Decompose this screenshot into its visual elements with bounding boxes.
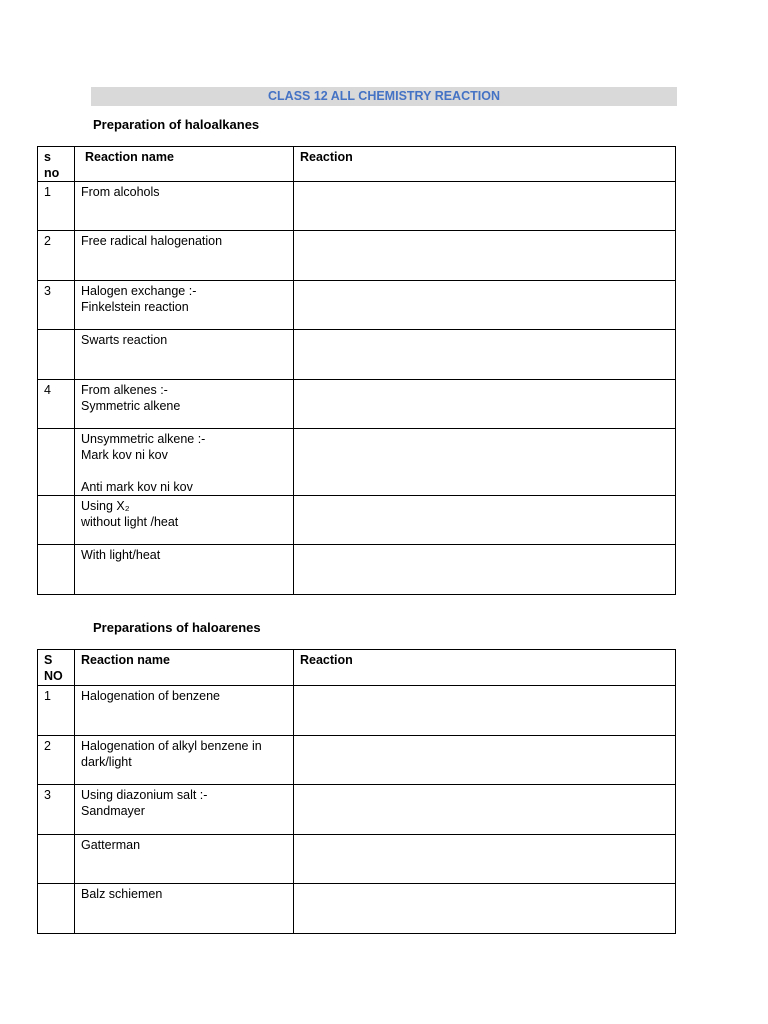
reaction-name-text: Halogen exchange :-: [81, 284, 197, 298]
sno-cell: 2: [38, 231, 75, 281]
haloalkanes-heading: Preparation of haloalkanes: [93, 117, 260, 132]
table-row: [38, 496, 676, 545]
reaction-name-text: Mark kov ni kov: [81, 448, 168, 462]
reaction-name-cell: [75, 231, 294, 281]
reaction-name-text: Halogenation of benzene: [81, 689, 221, 703]
reaction-name-text: Halogenation of alkyl benzene in: [81, 739, 262, 753]
sno-cell: 4: [38, 380, 75, 429]
reaction-name-text: From alkenes :-: [81, 383, 168, 397]
sno-header-line2: NO: [44, 669, 63, 683]
reaction-name-cell: [75, 545, 294, 595]
sno-header-line1: s: [44, 150, 51, 164]
reaction-name-text: Balz schiemen: [81, 887, 163, 901]
reaction-cell[interactable]: [294, 231, 676, 281]
sno-cell: [38, 835, 75, 884]
table-row: [38, 281, 676, 330]
sno-header: [38, 147, 75, 182]
table-row: [38, 545, 676, 595]
reaction-cell[interactable]: [294, 281, 676, 330]
table-row: [38, 182, 676, 231]
table-row: [38, 785, 676, 835]
reaction-name-cell: [75, 281, 294, 330]
document-title: CLASS 12 ALL CHEMISTRY REACTION: [91, 87, 677, 106]
reaction-cell[interactable]: [294, 686, 676, 736]
table-row: [38, 736, 676, 785]
sno-cell: [38, 330, 75, 380]
reaction-name-cell: [75, 429, 294, 496]
table-header-row: [38, 650, 676, 686]
reaction-name-cell: [75, 835, 294, 884]
table-row: [38, 429, 676, 496]
reaction-name-cell: [75, 496, 294, 545]
reaction-name-cell: [75, 884, 294, 934]
table-row: [38, 231, 676, 281]
reaction-name-header: Reaction name: [75, 147, 294, 182]
haloalkanes-table: [37, 146, 676, 595]
reaction-name-text: Using diazonium salt :-: [81, 788, 208, 802]
table-row: [38, 380, 676, 429]
reaction-cell[interactable]: [294, 330, 676, 380]
sno-cell: 3: [38, 281, 75, 330]
sno-cell: 3: [38, 785, 75, 835]
sno-cell: [38, 545, 75, 595]
reaction-cell[interactable]: [294, 545, 676, 595]
line-spacer: [81, 463, 293, 479]
table-row: [38, 330, 676, 380]
sno-cell: [38, 429, 75, 496]
reaction-header: Reaction: [294, 650, 676, 686]
reaction-name-cell: [75, 785, 294, 835]
sno-cell: [38, 884, 75, 934]
haloarenes-table: [37, 649, 676, 934]
reaction-cell[interactable]: [294, 736, 676, 785]
reaction-name-text: Gatterman: [81, 838, 141, 852]
reaction-name-text: Swarts reaction: [81, 333, 168, 347]
reaction-cell[interactable]: [294, 380, 676, 429]
sno-header: [38, 650, 75, 686]
sno-cell: 1: [38, 686, 75, 736]
sno-header-line2: no: [44, 166, 60, 180]
reaction-name-cell: [75, 380, 294, 429]
reaction-name-text: With light/heat: [81, 548, 161, 562]
reaction-cell[interactable]: [294, 182, 676, 231]
table-header-row: [38, 147, 676, 182]
reaction-name-text: without light /heat: [81, 515, 179, 529]
reaction-cell[interactable]: [294, 884, 676, 934]
reaction-name-cell: [75, 686, 294, 736]
sno-cell: [38, 496, 75, 545]
reaction-name-cell: [75, 736, 294, 785]
reaction-name-text: dark/light: [81, 755, 132, 769]
reaction-name-header: Reaction name: [75, 650, 294, 686]
reaction-cell[interactable]: [294, 835, 676, 884]
reaction-name-text: Sandmayer: [81, 804, 145, 818]
reaction-name-text: Unsymmetric alkene :-: [81, 432, 206, 446]
reaction-name-cell: [75, 182, 294, 231]
sno-cell: 1: [38, 182, 75, 231]
table-row: [38, 835, 676, 884]
table-row: [38, 884, 676, 934]
haloarenes-heading: Preparations of haloarenes: [93, 620, 261, 635]
reaction-name-text: Finkelstein reaction: [81, 300, 189, 314]
reaction-name-text: Anti mark kov ni kov: [81, 480, 193, 494]
reaction-name-cell: [75, 330, 294, 380]
reaction-cell[interactable]: [294, 785, 676, 835]
reaction-cell[interactable]: [294, 496, 676, 545]
reaction-name-text: Symmetric alkene: [81, 399, 181, 413]
sno-header-line1: S: [44, 653, 53, 667]
reaction-name-text: Free radical halogenation: [81, 234, 223, 248]
sno-cell: 2: [38, 736, 75, 785]
reaction-name-text: From alcohols: [81, 185, 160, 199]
reaction-name-text: Using X₂: [81, 499, 130, 513]
reaction-header: Reaction: [294, 147, 676, 182]
table-row: [38, 686, 676, 736]
reaction-cell[interactable]: [294, 429, 676, 496]
